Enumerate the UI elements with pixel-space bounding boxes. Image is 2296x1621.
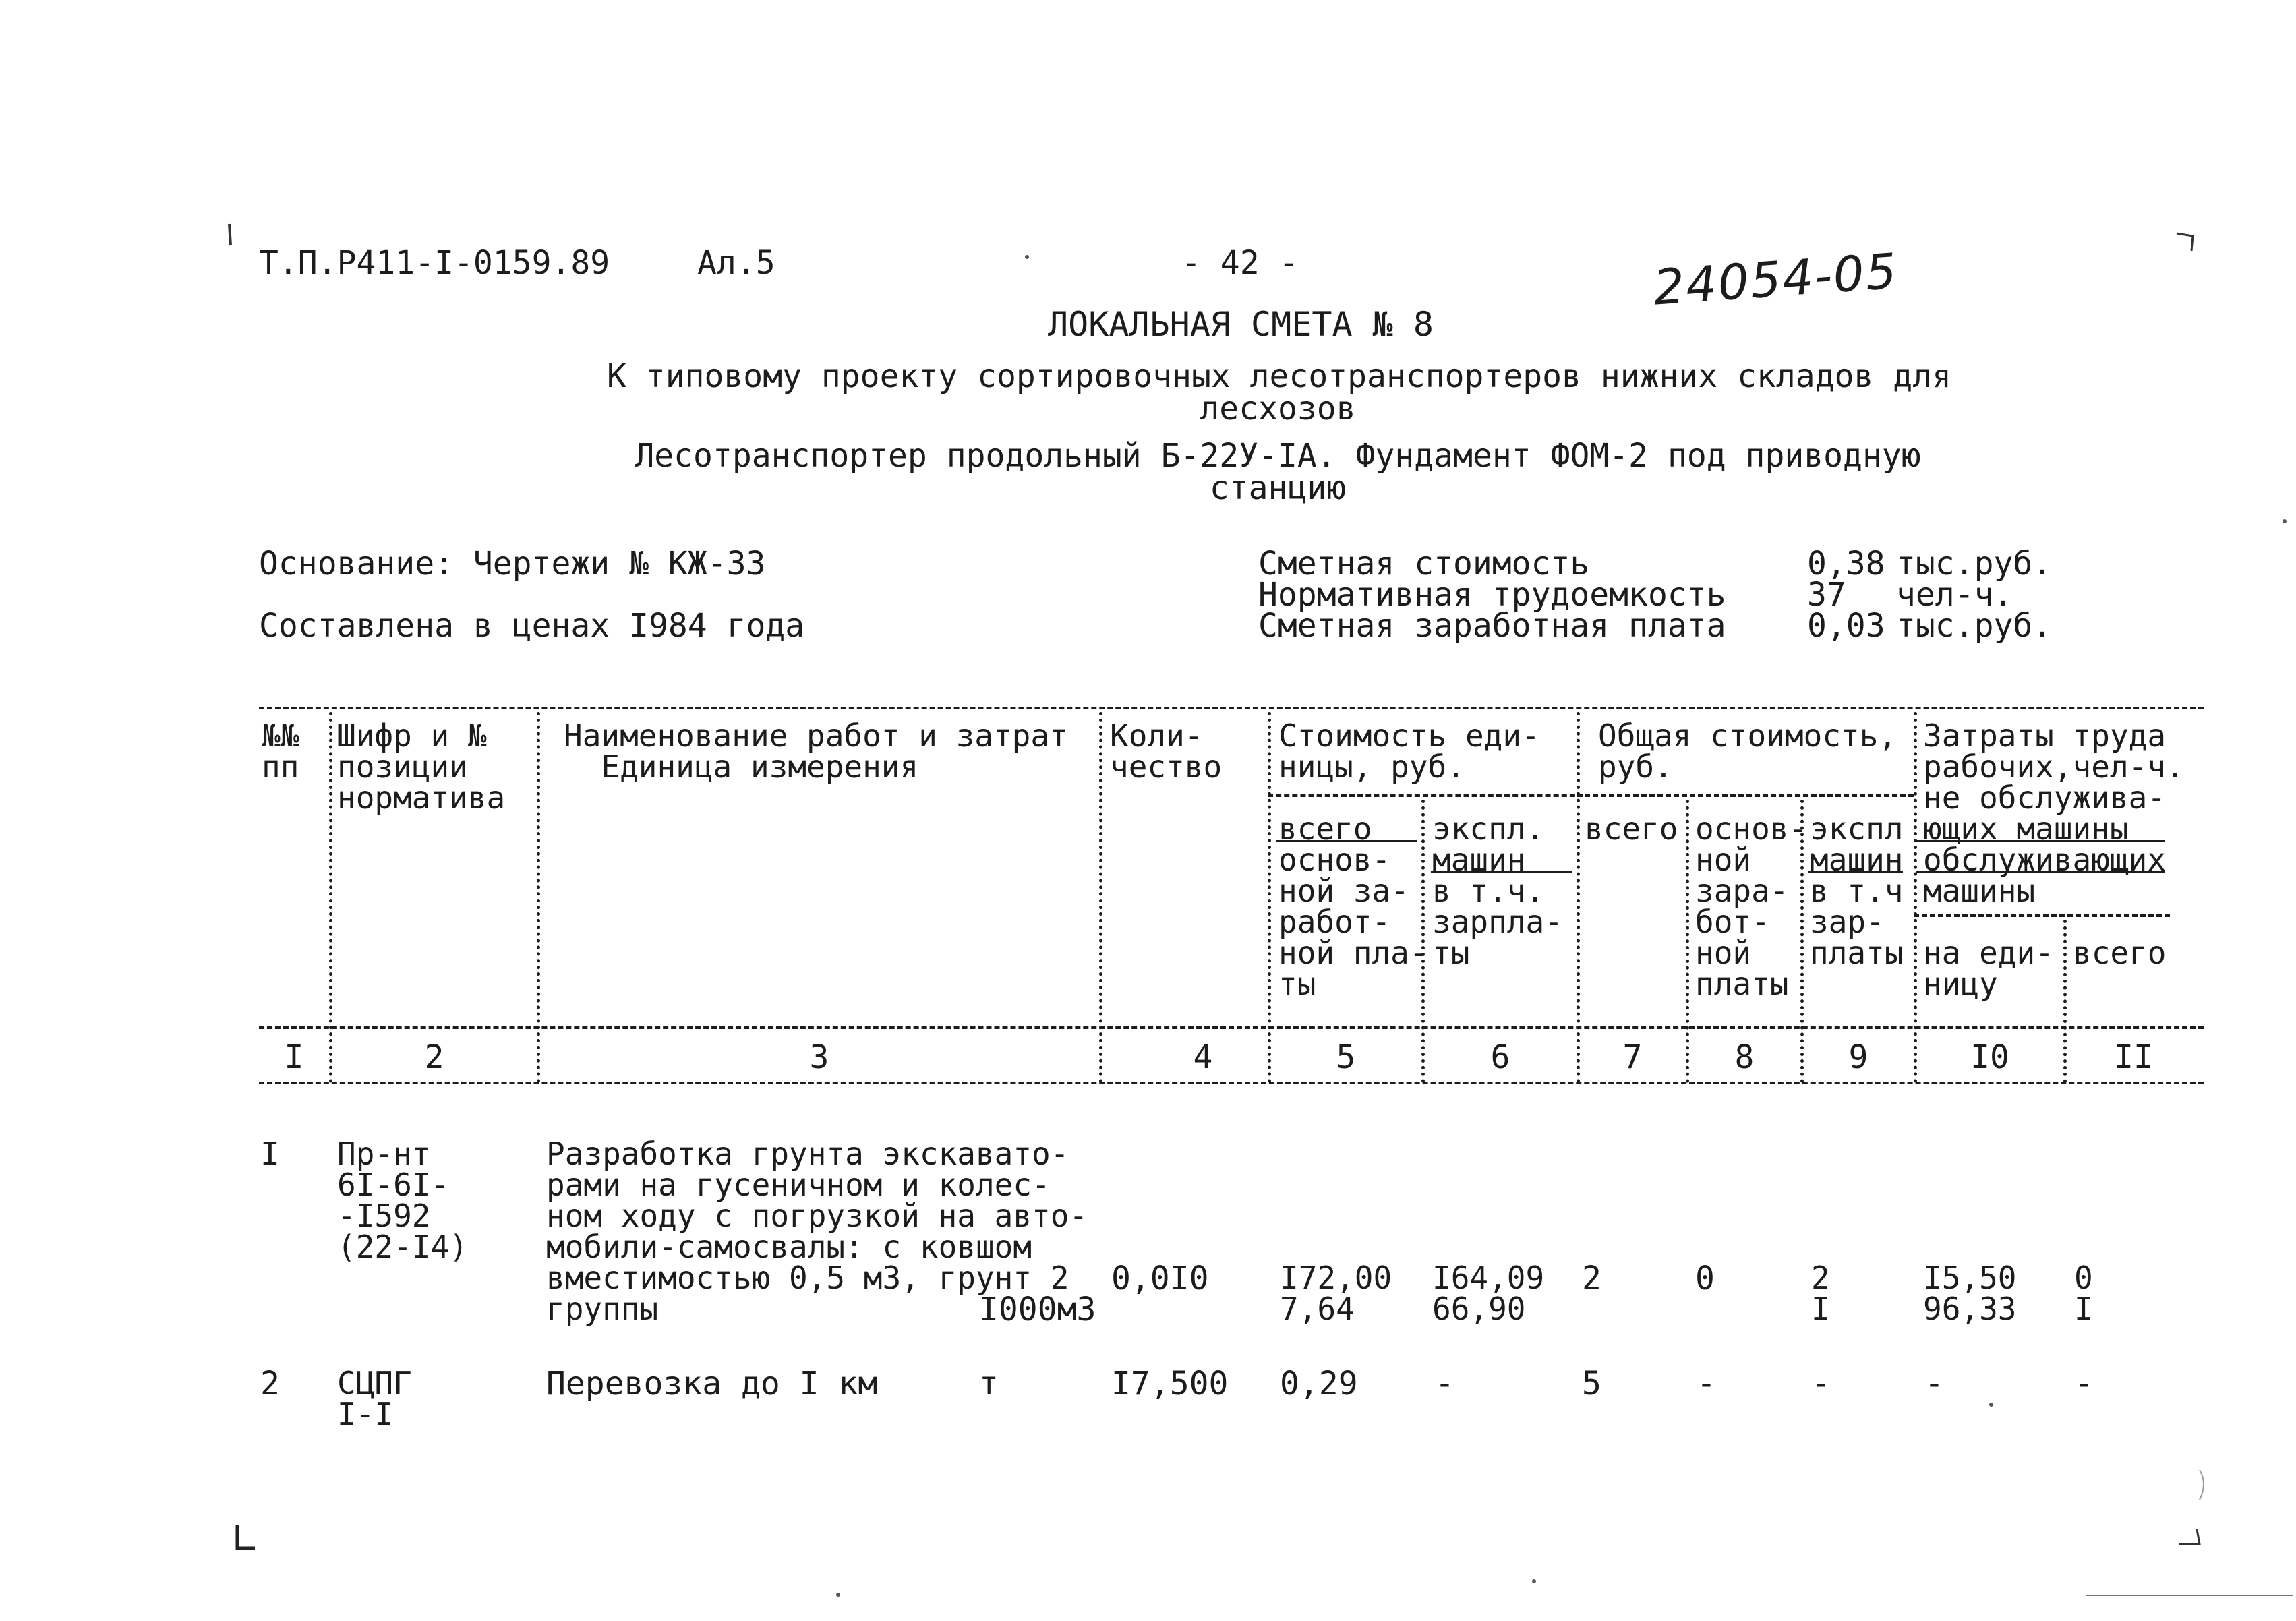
row-unit-cost-total: 0,29 bbox=[1280, 1365, 1358, 1403]
row-total-machines: - bbox=[1811, 1365, 1831, 1403]
col-number-1: I bbox=[284, 1038, 304, 1076]
speck bbox=[2283, 519, 2287, 523]
header-c6: экспл. машин в т.ч. зарпла- ты bbox=[1432, 810, 1563, 971]
col-number-2: 2 bbox=[424, 1038, 444, 1076]
row-unit: I000м3 bbox=[979, 1291, 1096, 1328]
row-quantity: I7,500 bbox=[1111, 1365, 1229, 1403]
speck bbox=[1025, 255, 1029, 259]
scribble-right bbox=[2200, 1470, 2204, 1500]
handwritten-number: 24054-05 bbox=[1651, 242, 1900, 316]
row-number: 2 bbox=[260, 1365, 280, 1403]
row-total-cost: 5 bbox=[1582, 1365, 1601, 1403]
header-c11: всего bbox=[2073, 935, 2167, 971]
row-total-cost: 2 bbox=[1582, 1260, 1601, 1297]
subtitle-line-1: К типовому проекту сортировочных лесотранспортеров нижних складов для bbox=[607, 357, 1951, 395]
header-c2: Шифр и № позиции норматива bbox=[337, 717, 506, 816]
corner-mark-bottom-right bbox=[2179, 1529, 2200, 1544]
col-number-11: II bbox=[2114, 1038, 2153, 1076]
corner-mark-top-right bbox=[2177, 233, 2193, 251]
summary-value-labor: 37 bbox=[1807, 576, 1846, 614]
subtitle-line-2: лесхозов bbox=[1200, 390, 1356, 428]
corner-mark-bottom-left bbox=[237, 1525, 255, 1548]
col-number-10: I0 bbox=[1970, 1038, 2009, 1076]
header-c3: Наименование работ и затрат Единица измерения bbox=[564, 717, 1068, 785]
col-number-7: 7 bbox=[1622, 1038, 1643, 1076]
speck bbox=[1532, 1579, 1536, 1583]
summary-label-labor: Нормативная трудоемкость bbox=[1258, 576, 1726, 614]
header-c1: №№ пп bbox=[262, 717, 299, 785]
row-labor-total: 0 I bbox=[2074, 1260, 2093, 1327]
summary-label-wages: Сметная заработная плата bbox=[1258, 607, 1726, 645]
row-total-wages: 0 bbox=[1695, 1260, 1715, 1297]
col-number-4: 4 bbox=[1193, 1038, 1213, 1076]
row-name: Разработка грунта экскавато- рами на гусеничном и колес- ном ходу с погрузкой на авто- мобили-самосвалы: с ковшом вместимостью 0,5 м3, грунт 2 группы bbox=[546, 1136, 1088, 1327]
row-labor-per-unit: - bbox=[1924, 1365, 1944, 1403]
summary-value-cost: 0,38 bbox=[1807, 545, 1885, 583]
row-unit-cost-machines: - bbox=[1435, 1365, 1454, 1403]
summary-label-cost: Сметная стоимость bbox=[1258, 545, 1590, 583]
col-number-3: 3 bbox=[809, 1038, 829, 1076]
header-c7-group: Общая стоимость, руб. bbox=[1598, 717, 1897, 785]
price-year-text: Составлена в ценах I984 года bbox=[259, 607, 805, 645]
row-unit-cost-total: I72,00 7,64 bbox=[1280, 1260, 1392, 1327]
speck bbox=[1989, 1403, 1993, 1407]
row-unit-cost-machines: I64,09 66,90 bbox=[1432, 1260, 1545, 1327]
speck bbox=[836, 1593, 840, 1597]
row-labor-total: - bbox=[2074, 1365, 2094, 1403]
row-code: СЦПГ I-I bbox=[337, 1365, 412, 1432]
col-number-5: 5 bbox=[1336, 1038, 1356, 1076]
album-number: Ал.5 bbox=[697, 244, 775, 282]
row-code: Пр-нт 6I-6I- -I592 (22-I4) bbox=[337, 1136, 468, 1265]
header-c5: всего основ- ной за- работ- ной пла- ты bbox=[1278, 810, 1428, 1002]
row-number: I bbox=[260, 1136, 280, 1173]
corner-tick-top-left bbox=[229, 224, 231, 245]
col-number-6: 6 bbox=[1490, 1038, 1510, 1076]
header-c9: экспл машин в т.ч зар- платы bbox=[1810, 810, 1904, 971]
row-quantity: 0,0I0 bbox=[1111, 1260, 1209, 1297]
estimate-title: ЛОКАЛЬНАЯ СМЕТА № 8 bbox=[1048, 305, 1434, 344]
summary-unit-cost: тыс.руб. bbox=[1896, 545, 2053, 583]
row-total-wages: - bbox=[1697, 1365, 1716, 1403]
header-c8: основ- ной зара- бот- ной платы bbox=[1695, 810, 1808, 1002]
col-number-8: 8 bbox=[1734, 1038, 1755, 1076]
header-c10: на еди- ницу bbox=[1923, 935, 2054, 1002]
row-name: Перевозка до I км bbox=[546, 1365, 878, 1403]
row-labor-per-unit: I5,50 96,33 bbox=[1923, 1260, 2017, 1327]
header-c7: всего bbox=[1585, 810, 1678, 847]
summary-unit-wages: тыс.руб. bbox=[1896, 607, 2053, 645]
summary-unit-labor: чел-ч. bbox=[1896, 576, 2013, 614]
subtitle-line-4: станцию bbox=[1209, 469, 1347, 507]
basis-text: Основание: Чертежи № КЖ-33 bbox=[259, 545, 766, 583]
document-code: Т.П.Р411-I-0159.89 bbox=[259, 244, 610, 282]
summary-value-wages: 0,03 bbox=[1807, 607, 1885, 645]
row-unit: т bbox=[979, 1365, 999, 1403]
page-number: - 42 - bbox=[1181, 244, 1299, 282]
col-number-9: 9 bbox=[1848, 1038, 1868, 1076]
row-total-machines: 2 I bbox=[1811, 1260, 1830, 1327]
subtitle-line-3: Лесотранспортер продольный Б-22У-IА. Фундамент ФОМ-2 под приводную bbox=[635, 437, 1921, 475]
header-c4: Коли- чество bbox=[1110, 717, 1223, 785]
header-c5-group: Стоимость еди- ницы, руб. bbox=[1278, 717, 1540, 785]
header-c10-group: Затраты труда рабочих,чел-ч. не обслужива- ющих машины обслуживающих машины bbox=[1923, 717, 2185, 909]
